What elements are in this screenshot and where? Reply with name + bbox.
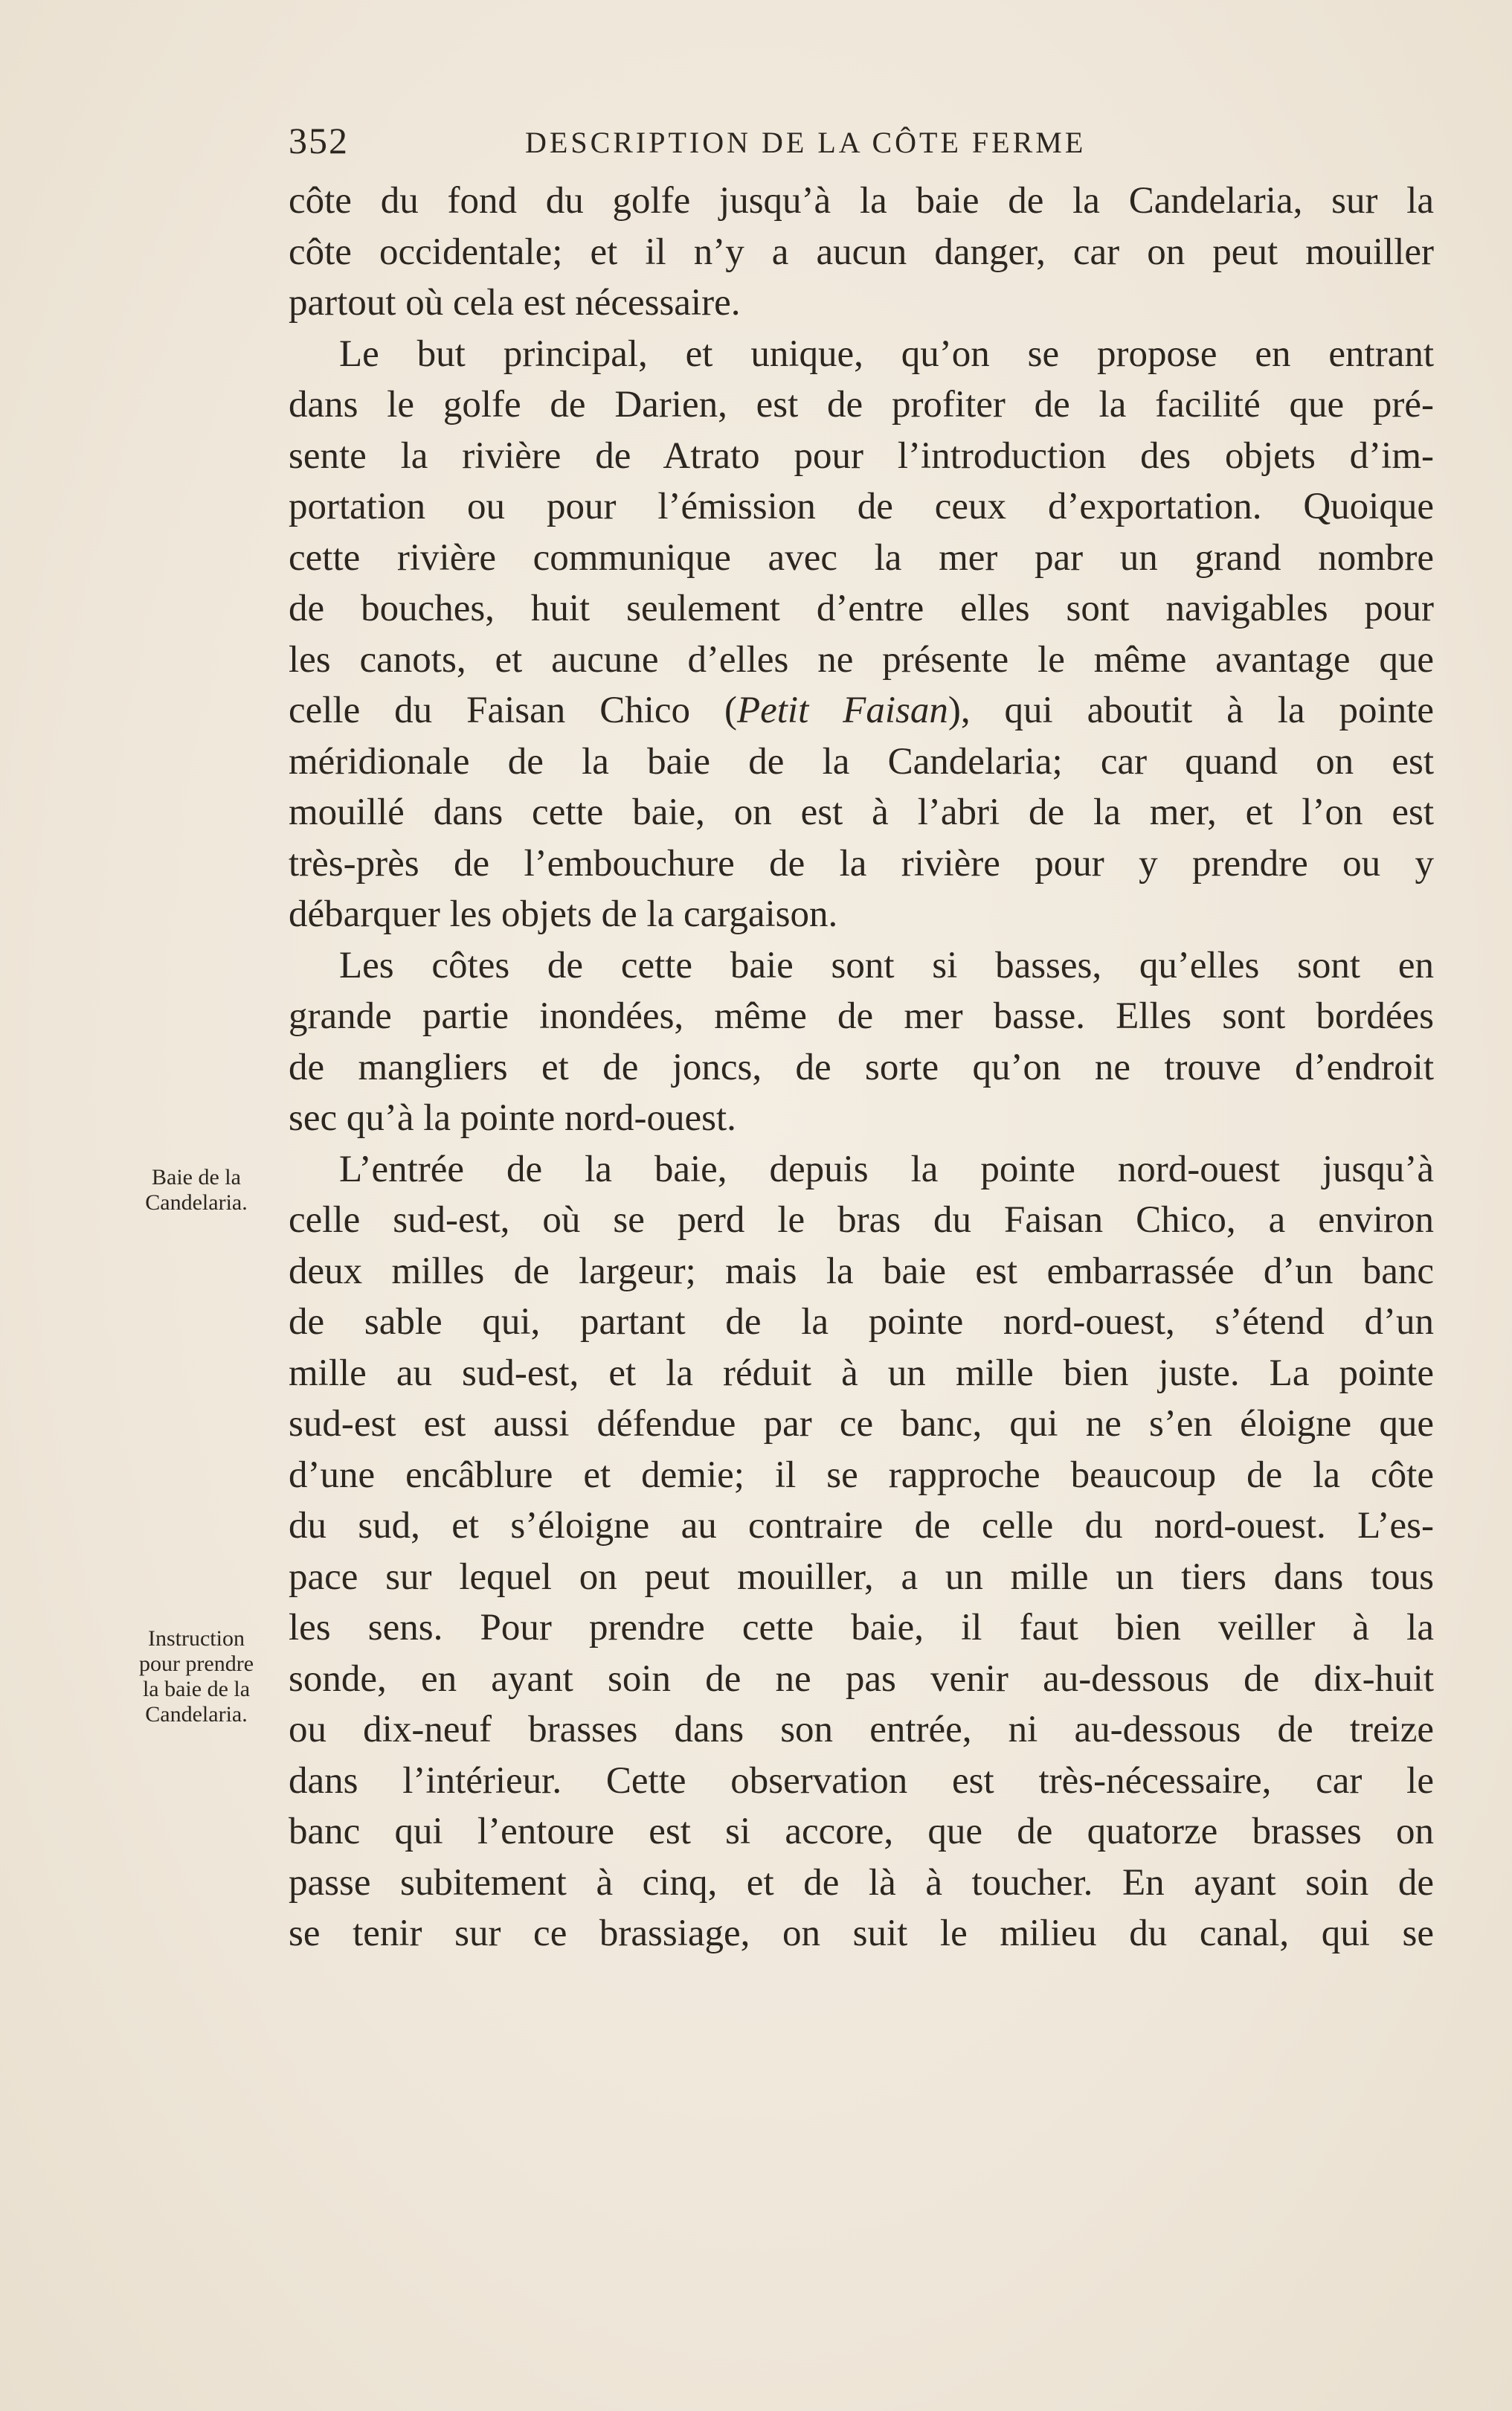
text-segment: ), qui aboutit à la pointe: [948, 690, 1434, 731]
margin-note-line: Candelaria.: [145, 1190, 248, 1215]
text-line: portation ou pour l’émission de ceux d’exportation. Quoique: [289, 486, 1434, 527]
text-line: côte du fond du golfe jusqu’à la baie de la Candelaria, sur la: [289, 180, 1434, 222]
text-segment: celle du Faisan Chico (: [289, 690, 737, 731]
text-line: Le but principal, et unique, qu’on se propose en entrant: [339, 333, 1434, 375]
text-line: grande partie inondées, même de mer basse. Elles sont bordées: [289, 995, 1434, 1037]
text-line: celle sud-est, où se perd le bras du Faisan Chico, a environ: [289, 1199, 1434, 1241]
text-line: mille au sud-est, et la réduit à un mille bien juste. La pointe: [289, 1352, 1434, 1394]
text-line: passe subitement à cinq, et de là à toucher. En ayant soin de: [289, 1861, 1434, 1904]
text-line: sente la rivière de Atrato pour l’introduction des objets d’im-: [289, 434, 1434, 477]
italic-phrase: Petit Faisan: [736, 690, 948, 731]
text-line: mouillé dans cette baie, on est à l’abri de la mer, et l’on est: [289, 792, 1434, 833]
text-line: L’entrée de la baie, depuis la pointe nord-ouest jusqu’à: [339, 1148, 1434, 1190]
text-line: Les côtes de cette baie sont si basses, qu’elles sont en: [339, 944, 1434, 986]
text-line: du sud, et s’éloigne au contraire de celle du nord-ouest. L’es-: [289, 1505, 1434, 1547]
text-line: côte occidentale; et il n’y a aucun danger, car on peut mouiller: [289, 231, 1434, 273]
margin-note-line: Candelaria.: [145, 1702, 248, 1727]
margin-note-line: Baie de la: [152, 1165, 241, 1190]
text-line: se tenir sur ce brassiage, on suit le milieu du canal, qui se: [289, 1913, 1434, 1954]
text-line: débarquer les objets de la cargaison.: [289, 893, 838, 935]
margin-note-line: pour prendre: [138, 1651, 254, 1676]
text-line: les canots, et aucune d’elles ne présente le même avantage que: [289, 638, 1434, 681]
text-line: méridionale de la baie de la Candelaria; car quand on est: [289, 740, 1434, 783]
text-line: sonde, en ayant soin de ne pas venir au-dessous de dix-huit: [289, 1657, 1434, 1700]
text-line: de sable qui, partant de la pointe nord-ouest, s’étend d’un: [289, 1301, 1434, 1343]
margin-note-line: la baie de la: [142, 1677, 251, 1701]
text-line: les sens. Pour prendre cette baie, il faut bien veiller à la: [289, 1607, 1434, 1648]
text-line: ou dix-neuf brasses dans son entrée, ni au-dessous de treize: [289, 1709, 1434, 1750]
text-line: banc qui l’entoure est si accore, que de quatorze brasses on: [289, 1811, 1434, 1852]
margin-note-line: Instruction: [148, 1626, 245, 1651]
text-line: [289, 685, 1434, 736]
text-line: très-près de l’embouchure de la rivière pour y prendre ou y: [289, 842, 1434, 885]
text-line: dans l’intérieur. Cette observation est très-nécessaire, car le: [289, 1759, 1434, 1802]
text-line: de bouches, huit seulement d’entre elles sont navigables pour: [289, 588, 1434, 629]
text-line: deux milles de largeur; mais la baie est embarrassée d’un banc: [289, 1250, 1434, 1292]
text-line: cette rivière communique avec la mer par un grand nombre: [289, 536, 1434, 579]
text-line: sud-est est aussi défendue par ce banc, qui ne s’en éloigne que: [289, 1403, 1434, 1445]
body-text: [289, 176, 1434, 1959]
page-header: [289, 119, 1434, 164]
margin-note-instruction: [112, 1626, 281, 1727]
text-line: pace sur lequel on peut mouiller, a un mille un tiers dans tous: [289, 1556, 1434, 1598]
text-line: de mangliers et de joncs, de sorte qu’on ne trouve d’endroit: [289, 1046, 1434, 1088]
text-line: sec qu’à la pointe nord-ouest.: [289, 1097, 736, 1139]
text-line: d’une encâblure et demie; il se rapproche beaucoup de la côte: [289, 1454, 1434, 1496]
margin-note-baie: [112, 1165, 281, 1216]
page-number: 352: [289, 120, 349, 161]
running-head: DESCRIPTION DE LA CÔTE FERME: [525, 126, 1087, 159]
text-line: partout où cela est nécessaire.: [289, 282, 741, 324]
text-line: dans le golfe de Darien, est de profiter de la facilité que pré-: [289, 384, 1434, 426]
